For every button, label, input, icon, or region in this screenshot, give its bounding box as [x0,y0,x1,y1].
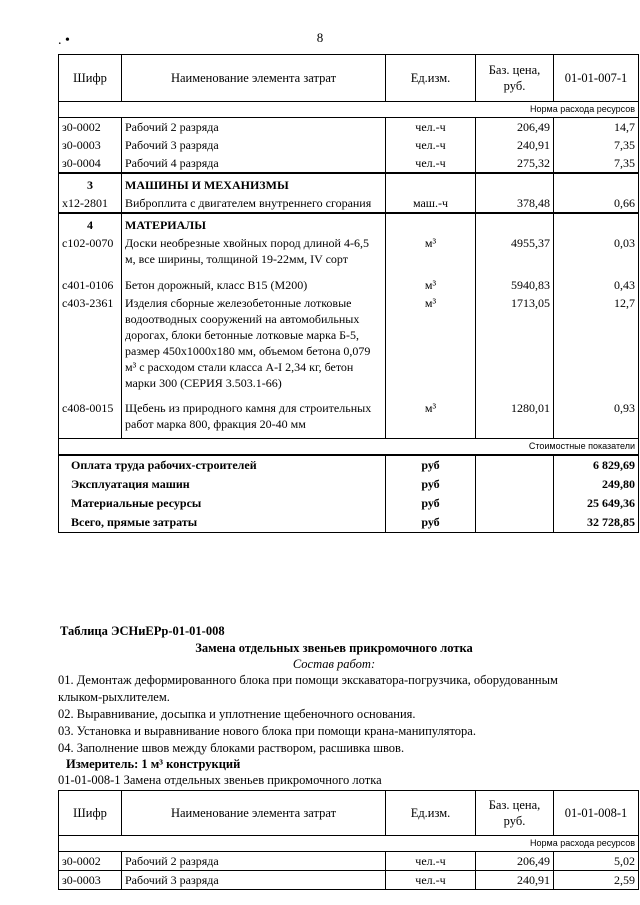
row-price: 1713,05 [476,294,554,399]
table-row [59,234,639,276]
row-code: з0-0004 [59,154,122,173]
work-step: 01. Демонтаж деформированного блока при помощи экскаватора-погрузчика, оборудованным клыком-рыхлителем. [58,673,558,704]
row-unit: чел.-ч [386,118,476,137]
table-row [59,118,639,137]
row-norm: 7,35 [554,154,639,173]
section-title: МАШИНЫ И МЕХАНИЗМЫ [122,173,386,194]
table-row [59,194,639,213]
header-name: Наименование элемента затрат [122,791,386,836]
row-code: х12-2801 [59,194,122,213]
total-name: Оплата труда рабочих-строителей [59,455,386,475]
total-row [59,455,639,475]
total-value: 249,80 [554,475,639,494]
row-code: с408-0015 [59,399,122,439]
total-value: 32 728,85 [554,513,639,533]
cost-label: Стоимостные показатели [59,439,639,456]
page-number: 8 [316,30,324,45]
row-norm: 0,43 [554,276,639,294]
row-name: Щебень из природного камня для строительных работ марка 800, фракция 20-40 мм [122,399,386,439]
header-code-norm: 01-01-008-1 [554,791,639,836]
total-row [59,494,639,513]
row-name: Изделия сборные железобетонные лотковые водоотводных сооружений на автомобильных дорогах, блоки бетонные лотковые марка Б-5, размер 450х1000х180 мм, объемом бетона 0,079 м³ с расходом стали класса А-I 2,34 кг, бетон марки 300 (СЕРИЯ 3.503.1-66) [122,294,386,399]
row-unit: м³ [386,399,476,439]
page-marks: . • [58,33,70,48]
section-number: 4 [59,213,122,234]
section-title: Замена отдельных звеньев прикромочного лотка [195,641,473,655]
row-price: 275,32 [476,154,554,173]
total-value: 25 649,36 [554,494,639,513]
total-unit: руб [386,455,476,475]
row-price: 206,49 [476,852,554,871]
section-row-materials [59,213,639,234]
total-unit: руб [386,513,476,533]
table-header-row [59,55,639,102]
norm-label-row [59,102,639,118]
total-value: 6 829,69 [554,455,639,475]
header-code-norm: 01-01-007-1 [554,55,639,102]
work-step: 04. Заполнение швов между блоками раствором, расшивка швов. [58,741,405,755]
row-code: с403-2361 [59,294,122,399]
total-name: Всего, прямые затраты [59,513,386,533]
total-unit: руб [386,494,476,513]
row-unit: м³ [386,234,476,276]
work-step: 03. Установка и выравнивание нового блока при помощи крана-манипулятора. [58,724,476,738]
row-code: з0-0002 [59,852,122,871]
row-price: 5940,83 [476,276,554,294]
table-row [59,294,639,399]
total-row [59,513,639,533]
table-row [59,276,639,294]
header-price: Баз. цена, руб. [476,55,554,102]
row-name: Рабочий 4 разряда [122,154,386,173]
row-name: Бетон дорожный, класс B15 (М200) [122,276,386,294]
header-code: Шифр [59,791,122,836]
header-unit: Ед.изм. [386,791,476,836]
row-name: Рабочий 2 разряда [122,118,386,137]
table-row [59,399,639,439]
row-unit: чел.-ч [386,852,476,871]
header-code: Шифр [59,55,122,102]
norm-subtitle: 01-01-008-1 Замена отдельных звеньев прикромочного лотка [58,773,382,787]
work-composition-label: Состав работ: [292,657,376,671]
row-unit: м³ [386,294,476,399]
row-unit: чел.-ч [386,154,476,173]
resource-table-1 [58,54,639,533]
row-price: 378,48 [476,194,554,213]
norm-label: Норма расхода ресурсов [59,836,639,852]
row-norm: 0,03 [554,234,639,276]
row-unit: маш.-ч [386,194,476,213]
row-norm: 0,66 [554,194,639,213]
row-unit: чел.-ч [386,136,476,154]
row-name: Рабочий 2 разряда [122,852,386,871]
row-price: 240,91 [476,136,554,154]
row-unit: м³ [386,276,476,294]
row-norm: 7,35 [554,136,639,154]
row-code: з0-0003 [59,871,122,890]
header-unit: Ед.изм. [386,55,476,102]
resource-table-2 [58,790,639,890]
row-norm: 2,59 [554,871,639,890]
row-code: з0-0003 [59,136,122,154]
measure-label: Измеритель: 1 м³ конструкций [66,757,241,771]
total-row [59,475,639,494]
total-name: Эксплуатация машин [59,475,386,494]
header-price: Баз. цена, руб. [476,791,554,836]
row-name: Виброплита с двигателем внутреннего сгорания [122,194,386,213]
table-row [59,154,639,173]
total-name: Материальные ресурсы [59,494,386,513]
work-step: 02. Выравнивание, досыпка и уплотнение щебеночного основания. [58,707,416,721]
total-unit: руб [386,475,476,494]
section-title: МАТЕРИАЛЫ [122,213,386,234]
row-price: 206,49 [476,118,554,137]
section-number: 3 [59,173,122,194]
row-name: Доски необрезные хвойных пород длиной 4-6,5 м, все ширины, толщиной 19-22мм, IV сорт [122,234,386,276]
row-price: 1280,01 [476,399,554,439]
header-name: Наименование элемента затрат [122,55,386,102]
row-code: с102-0070 [59,234,122,276]
table-row [59,871,639,890]
row-code: з0-0002 [59,118,122,137]
row-price: 4955,37 [476,234,554,276]
table-title: Таблица ЭСНиЕРр-01-01-008 [60,624,225,638]
row-price: 240,91 [476,871,554,890]
table-header-row [59,791,639,836]
norm-label: Норма расхода ресурсов [59,102,639,118]
table-row [59,852,639,871]
norm-label-row [59,836,639,852]
row-code: с401-0106 [59,276,122,294]
row-unit: чел.-ч [386,871,476,890]
row-norm: 14,7 [554,118,639,137]
row-name: Рабочий 3 разряда [122,871,386,890]
table-row [59,136,639,154]
row-name: Рабочий 3 разряда [122,136,386,154]
section-row-machines [59,173,639,194]
row-norm: 0,93 [554,399,639,439]
row-norm: 12,7 [554,294,639,399]
row-norm: 5,02 [554,852,639,871]
cost-label-row [59,439,639,456]
